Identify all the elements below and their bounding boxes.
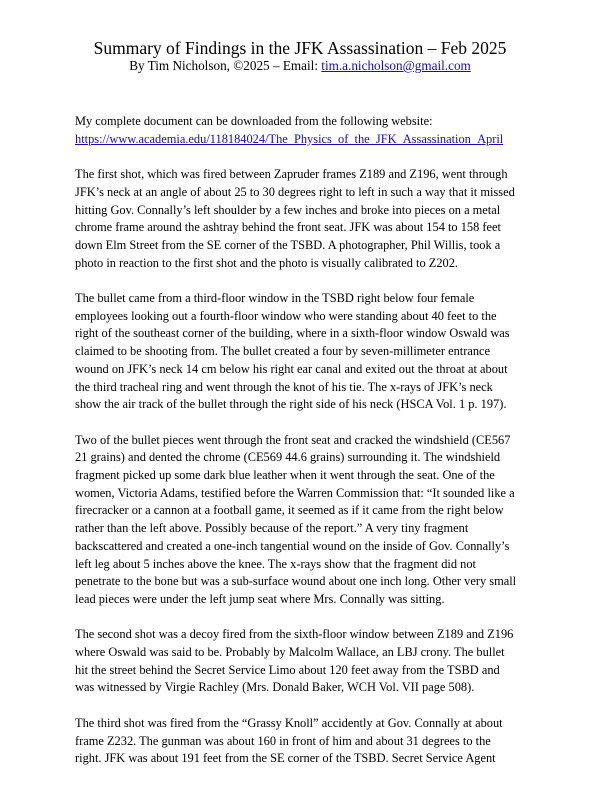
paragraph-line: firecracker or a cannon at a football game, it seemed as if it came from the right below [75, 503, 504, 518]
body-paragraph [75, 290, 575, 414]
paragraph-line: The second shot was a decoy fired from the sixth-floor window between Z189 and Z196 [75, 627, 514, 642]
paragraph-line: penetrate to the bone but was a sub-surface wound about one inch long. Other very small [75, 574, 517, 589]
paragraph-line: down Elm Street from the SE corner of the TSBD. A photographer, Phil Willis, took a [75, 237, 501, 252]
paragraph-line: right. JFK was about 191 feet from the SE corner of the TSBD. Secret Service Agent [75, 751, 496, 766]
paragraph-line: lead pieces were under the left jump seat where Mrs. Connally was sitting. [75, 591, 445, 606]
paragraph-line: chrome frame around the ashtray behind the front seat. JFK was about 154 to 158 feet [75, 220, 501, 235]
paragraph-line: rather than the left above. Possibly because of the report.” A very tiny fragment [75, 521, 469, 536]
paragraph-line: right of the southeast corner of the building, where in a sixth-floor window Oswald was [75, 326, 510, 341]
paragraph-line: The third shot was fired from the “Grassy Knoll” accidently at Gov. Connally at about [75, 715, 503, 730]
paragraph-line: Two of the bullet pieces went through the front seat and cracked the windshield (CE567 [75, 432, 511, 447]
paragraph-line: left leg about 5 inches above the knee. The x-rays show that the fragment did not [75, 556, 476, 571]
paragraph-line: claimed to be shooting from. The bullet created a four by seven-millimeter entrance [75, 344, 491, 359]
paragraph-line: JFK’s neck at an angle of about 25 to 30 degrees right to left in such a way that it missed [75, 184, 515, 199]
paragraph-line: 21 grains) and dented the chrome (CE569 44.6 grains) surrounding it. The windshield [75, 450, 501, 465]
paragraph-line: backscattered and created a one-inch tangential wound on the inside of Gov. Connally’s [75, 538, 510, 553]
document-body [75, 113, 575, 786]
body-paragraph [75, 166, 575, 272]
paragraph-line: women, Victoria Adams, testified before the Warren Commission that: “It sounded like a [75, 485, 515, 500]
paragraph-line: The first shot, which was fired between Zapruder frames Z189 and Z196, went through [75, 167, 508, 182]
paragraph-line: hit the street behind the Secret Service Limo about 120 feet away from the TSBD and [75, 662, 500, 677]
body-paragraph [75, 626, 575, 697]
paragraph-line: frame Z232. The gunman was about 160 in front of him and about 31 degrees to the [75, 733, 491, 748]
paragraph-line: hitting Gov. Connally’s left shoulder by a few inches and broke into pieces on a metal [75, 202, 501, 217]
email-link[interactable]: tim.a.nicholson@gmail.com [321, 58, 471, 73]
paragraph-line: The bullet came from a third-floor window in the TSBD right below four female [75, 291, 475, 305]
paragraph-line: where Oswald was said to be. Probably by Malcolm Wallace, an LBJ crony. The bullet [75, 645, 505, 660]
body-paragraph [75, 432, 575, 609]
intro-text: My complete document can be downloaded from the following website: [75, 114, 433, 128]
paragraph-line: photo in reaction to the first shot and the photo is visually calibrated to Z202. [75, 255, 459, 270]
byline-author: By Tim Nicholson, ©2025 – Email: [129, 58, 322, 73]
body-paragraph [75, 715, 575, 768]
paragraph-line: wound on JFK’s neck 14 cm below his right ear canal and exited out the throat at about [75, 361, 508, 376]
download-link[interactable]: https://www.academia.edu/118184024/The_Physics_of_the_JFK_Assassination_April [75, 131, 504, 146]
paragraph-list [75, 166, 575, 768]
paragraph-line: employees looking out a fourth-floor window who were standing about 40 feet to the [75, 308, 497, 323]
intro-paragraph [75, 113, 575, 148]
paragraph-line: fragment picked up some dark blue leather when it went through the seat. One of the [75, 468, 495, 483]
byline [0, 58, 600, 74]
document-title: Summary of Findings in the JFK Assassination – Feb 2025 [93, 38, 507, 58]
paragraph-line: the third tracheal ring and went through the knot of his tie. The x-rays of JFK’s neck [75, 379, 493, 394]
paragraph-line: show the air track of the bullet through the right side of his neck (HSCA Vol. 1 p. 197). [75, 397, 507, 412]
paragraph-line: was witnessed by Virgie Rachley (Mrs. Donald Baker, WCH Vol. VII page 508). [75, 680, 475, 695]
